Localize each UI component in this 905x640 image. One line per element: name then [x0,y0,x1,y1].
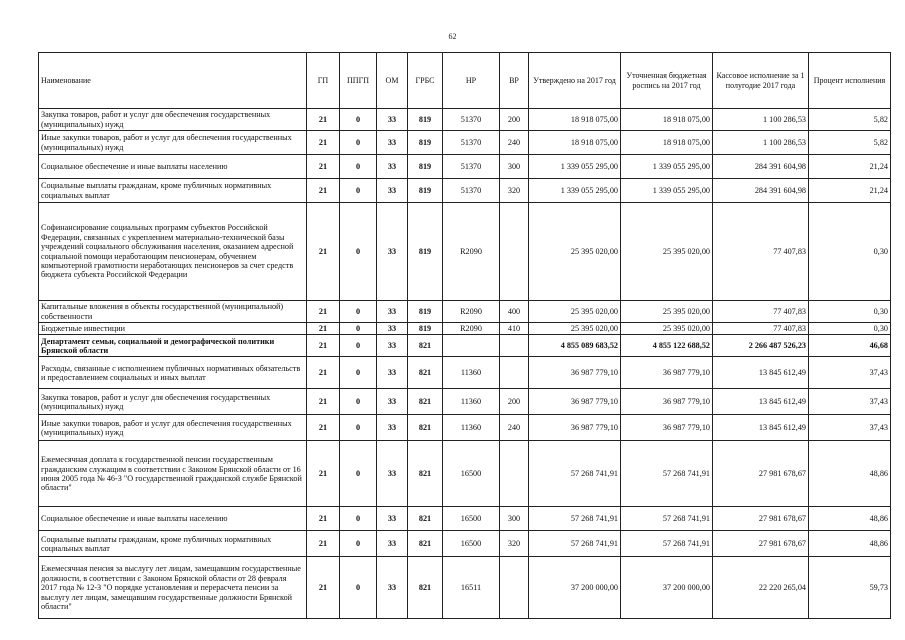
header-ppgp: ППГП [340,53,377,109]
cell-approved: 1 339 055 295,00 [529,155,621,179]
cell-vr: 300 [500,507,529,531]
cell-vr [500,557,529,619]
cell-grbs: 819 [408,109,443,131]
cell-om: 33 [377,155,408,179]
cell-ppgp: 0 [340,131,377,155]
cell-percent: 0,30 [809,301,891,323]
cell-grbs: 819 [408,131,443,155]
cell-grbs: 821 [408,441,443,507]
cell-refined: 36 987 779,10 [621,389,713,415]
row-name-text: Расходы, связанные с исполнением публичных нормативных обязательств и предоставлением социальных и иных выплат [41,363,301,382]
header-vr: ВР [500,53,529,109]
cell-percent: 46,68 [809,335,891,357]
cell-gp: 21 [307,389,340,415]
cell-approved: 37 200 000,00 [529,557,621,619]
row-name-text: Ежемесячная пенсия за выслугу лет лицам, замещавшим государственные должности, в соответствии с Законом Брянской области от 28 февраля 2017 года № 12-З "О порядке установления и перерасчета пенсии за выслугу лет лицам, замещавшим государственные должности Брянской области" [41,564,301,612]
cell-name [39,415,307,441]
cell-np: R2090 [443,301,500,323]
cell-percent: 21,24 [809,155,891,179]
table-row [39,203,891,301]
cell-gp: 21 [307,557,340,619]
cell-om: 33 [377,109,408,131]
cell-gp: 21 [307,109,340,131]
cell-percent: 0,30 [809,323,891,335]
cell-name [39,557,307,619]
cell-vr: 410 [500,323,529,335]
cell-gp: 21 [307,415,340,441]
cell-ppgp: 0 [340,203,377,301]
cell-refined: 18 918 075,00 [621,131,713,155]
cell-approved: 18 918 075,00 [529,131,621,155]
cell-np: 16500 [443,507,500,531]
cell-vr: 320 [500,179,529,203]
cell-grbs: 819 [408,203,443,301]
row-name-text: Бюджетные инвестиции [41,324,126,333]
cell-ppgp: 0 [340,557,377,619]
table-row [39,109,891,131]
cell-vr: 240 [500,131,529,155]
cell-grbs: 821 [408,415,443,441]
cell-vr [500,357,529,389]
cell-cash: 77 407,83 [713,301,809,323]
cell-np [443,335,500,357]
cell-refined: 18 918 075,00 [621,109,713,131]
row-name-text: Ежемесячная доплата к государственной пенсии государственным гражданским служащим в соответствии с Законом Брянской области от 16 июня 2005 года № 46-З "О государственной гражданской службе Брянской области" [41,455,302,493]
cell-grbs: 821 [408,507,443,531]
cell-vr [500,335,529,357]
row-name-text: Закупка товаров, работ и услуг для обеспечения государственных (муниципальных) нужд [41,392,271,411]
cell-percent: 5,82 [809,131,891,155]
cell-om: 33 [377,301,408,323]
cell-refined: 25 395 020,00 [621,203,713,301]
cell-cash: 13 845 612,49 [713,415,809,441]
cell-cash: 13 845 612,49 [713,389,809,415]
cell-approved: 57 268 741,91 [529,441,621,507]
cell-np: 51370 [443,131,500,155]
cell-percent: 37,43 [809,415,891,441]
cell-refined: 25 395 020,00 [621,301,713,323]
header-om: ОМ [377,53,408,109]
cell-cash: 77 407,83 [713,203,809,301]
table-row [39,441,891,507]
page-number: 62 [448,32,457,41]
cell-cash: 27 981 678,67 [713,507,809,531]
cell-grbs: 819 [408,155,443,179]
cell-approved: 36 987 779,10 [529,389,621,415]
cell-refined: 1 339 055 295,00 [621,155,713,179]
header-name: Наименование [39,53,307,109]
cell-grbs: 821 [408,389,443,415]
cell-vr [500,441,529,507]
cell-om: 33 [377,441,408,507]
header-np: НР [443,53,500,109]
table-row [39,323,891,335]
cell-cash: 284 391 604,98 [713,155,809,179]
cell-np: R2090 [443,203,500,301]
row-name-text: Иные закупки товаров, работ и услуг для обеспечения государственных (муниципальных) нужд [41,133,292,152]
table-body [39,109,891,619]
cell-percent: 21,24 [809,179,891,203]
cell-refined: 57 268 741,91 [621,531,713,557]
cell-om: 33 [377,179,408,203]
cell-name [39,507,307,531]
cell-cash: 2 266 487 526,23 [713,335,809,357]
cell-om: 33 [377,323,408,335]
cell-grbs: 819 [408,323,443,335]
header-percent: Процент исполнения [809,53,891,109]
cell-name [39,301,307,323]
cell-refined: 36 987 779,10 [621,357,713,389]
cell-om: 33 [377,203,408,301]
table-row [39,179,891,203]
table-header-row [39,53,891,109]
cell-ppgp: 0 [340,301,377,323]
cell-vr: 200 [500,389,529,415]
cell-gp: 21 [307,335,340,357]
cell-approved: 36 987 779,10 [529,357,621,389]
cell-name [39,441,307,507]
cell-gp: 21 [307,441,340,507]
cell-approved: 4 855 089 683,52 [529,335,621,357]
row-name-text: Социальное обеспечение и иные выплаты населению [41,514,228,524]
cell-np: 11360 [443,357,500,389]
cell-np: 16500 [443,441,500,507]
cell-refined: 37 200 000,00 [621,557,713,619]
cell-refined: 57 268 741,91 [621,507,713,531]
cell-np: 11360 [443,415,500,441]
cell-vr: 300 [500,155,529,179]
cell-vr: 240 [500,415,529,441]
table-row [39,531,891,557]
header-refined: Уточненная бюджетная роспись на 2017 год [621,53,713,109]
cell-gp: 21 [307,531,340,557]
cell-name [39,155,307,179]
cell-approved: 18 918 075,00 [529,109,621,131]
cell-approved: 57 268 741,91 [529,531,621,557]
cell-om: 33 [377,557,408,619]
cell-cash: 13 845 612,49 [713,357,809,389]
cell-grbs: 819 [408,179,443,203]
cell-cash: 1 100 286,53 [713,109,809,131]
table-row [39,507,891,531]
cell-refined: 36 987 779,10 [621,415,713,441]
cell-vr: 320 [500,531,529,557]
cell-ppgp: 0 [340,507,377,531]
row-name-text: Капитальные вложения в объекты государственной (муниципальной) собственности [41,302,284,321]
cell-approved: 25 395 020,00 [529,301,621,323]
cell-name [39,357,307,389]
cell-grbs: 819 [408,301,443,323]
header-approved: Утверждено на 2017 год [529,53,621,109]
table-row [39,335,891,357]
cell-refined: 25 395 020,00 [621,323,713,335]
header-gp: ГП [307,53,340,109]
cell-ppgp: 0 [340,389,377,415]
row-name-text: Софинансирование социальных программ субъектов Российской Федерации, связанных с укреплением материально-технической базы учреждений социального обслуживания населения, оказанием адресной социальной помощи неработающим пенсионерам, обучением компьютерной грамотности неработающих пенсионеров за счет средств бюджета субъекта Российской Федерации [41,223,294,280]
cell-ppgp: 0 [340,109,377,131]
cell-percent: 48,86 [809,531,891,557]
header-grbs: ГРБС [408,53,443,109]
cell-ppgp: 0 [340,415,377,441]
row-name-text: Закупка товаров, работ и услуг для обеспечения государственных (муниципальных) нужд [41,110,271,129]
cell-gp: 21 [307,357,340,389]
cell-gp: 21 [307,323,340,335]
cell-gp: 21 [307,507,340,531]
cell-om: 33 [377,531,408,557]
cell-refined: 4 855 122 688,52 [621,335,713,357]
cell-percent: 5,82 [809,109,891,131]
table-row [39,389,891,415]
cell-gp: 21 [307,131,340,155]
cell-percent: 48,86 [809,441,891,507]
cell-om: 33 [377,357,408,389]
row-name-text: Департамент семьи, социальной и демографической политики Брянской области [41,336,275,355]
cell-vr: 200 [500,109,529,131]
cell-np: 51370 [443,179,500,203]
row-name-text: Социальные выплаты гражданам, кроме публичных нормативных социальных выплат [41,534,272,553]
cell-om: 33 [377,507,408,531]
cell-om: 33 [377,335,408,357]
cell-cash: 77 407,83 [713,323,809,335]
table-row [39,557,891,619]
cell-name [39,531,307,557]
cell-name [39,389,307,415]
cell-cash: 27 981 678,67 [713,441,809,507]
cell-cash: 284 391 604,98 [713,179,809,203]
cell-approved: 1 339 055 295,00 [529,179,621,203]
cell-om: 33 [377,415,408,441]
cell-ppgp: 0 [340,323,377,335]
cell-ppgp: 0 [340,441,377,507]
cell-gp: 21 [307,155,340,179]
cell-cash: 22 220 265,04 [713,557,809,619]
cell-ppgp: 0 [340,531,377,557]
cell-np: 51370 [443,155,500,179]
cell-name [39,335,307,357]
cell-ppgp: 0 [340,155,377,179]
cell-cash: 27 981 678,67 [713,531,809,557]
cell-name [39,323,307,335]
cell-percent: 37,43 [809,389,891,415]
cell-name [39,131,307,155]
cell-gp: 21 [307,179,340,203]
row-name-text: Социальные выплаты гражданам, кроме публичных нормативных социальных выплат [41,181,272,200]
table-row [39,357,891,389]
cell-np: 16500 [443,531,500,557]
cell-refined: 57 268 741,91 [621,441,713,507]
cell-percent: 0,30 [809,203,891,301]
cell-name [39,203,307,301]
cell-name [39,109,307,131]
cell-vr [500,203,529,301]
table-row [39,415,891,441]
table-row [39,131,891,155]
cell-approved: 25 395 020,00 [529,203,621,301]
cell-ppgp: 0 [340,179,377,203]
cell-ppgp: 0 [340,335,377,357]
cell-name [39,179,307,203]
cell-grbs: 821 [408,557,443,619]
cell-grbs: 821 [408,531,443,557]
cell-refined: 1 339 055 295,00 [621,179,713,203]
budget-execution-table [38,52,891,619]
cell-cash: 1 100 286,53 [713,131,809,155]
cell-percent: 59,73 [809,557,891,619]
cell-om: 33 [377,389,408,415]
cell-approved: 57 268 741,91 [529,507,621,531]
table-row [39,155,891,179]
cell-grbs: 821 [408,357,443,389]
cell-np: 51370 [443,109,500,131]
cell-percent: 37,43 [809,357,891,389]
cell-om: 33 [377,131,408,155]
cell-percent: 48,86 [809,507,891,531]
cell-approved: 36 987 779,10 [529,415,621,441]
header-cash: Кассовое исполнение за 1 полугодие 2017 года [713,53,809,109]
cell-np: R2090 [443,323,500,335]
cell-np: 11360 [443,389,500,415]
cell-np: 16511 [443,557,500,619]
row-name-text: Иные закупки товаров, работ и услуг для обеспечения государственных (муниципальных) нужд [41,418,292,437]
cell-grbs: 821 [408,335,443,357]
cell-vr: 400 [500,301,529,323]
cell-gp: 21 [307,301,340,323]
table-row [39,301,891,323]
cell-ppgp: 0 [340,357,377,389]
cell-gp: 21 [307,203,340,301]
row-name-text: Социальное обеспечение и иные выплаты населению [41,161,228,171]
cell-approved: 25 395 020,00 [529,323,621,335]
